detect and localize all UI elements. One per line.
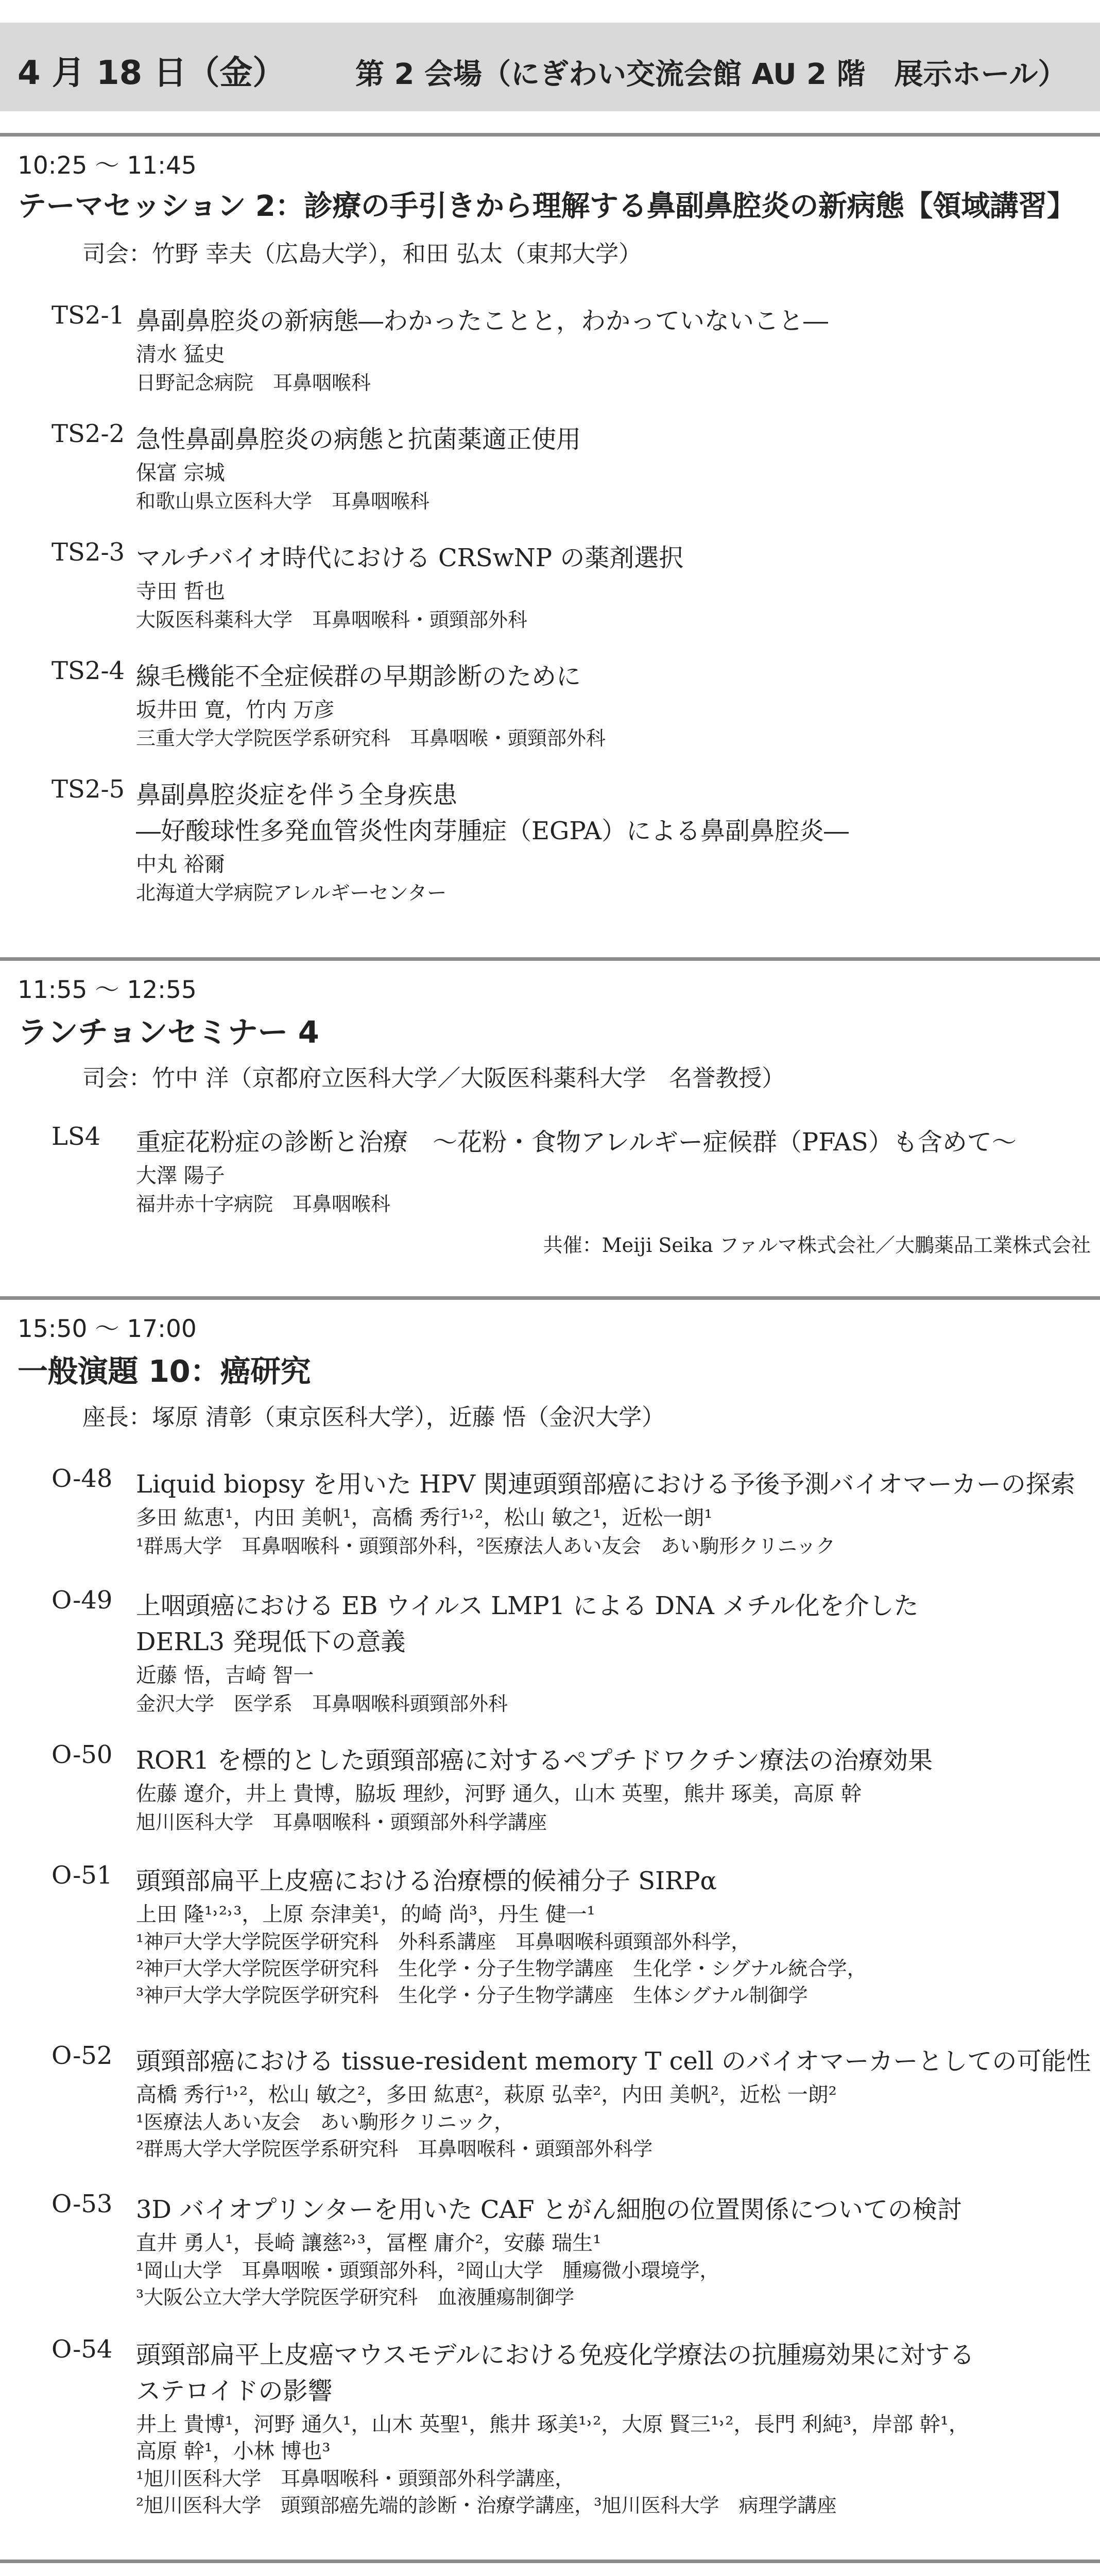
presentation-affiliation: 和歌山県立医科大学 耳鼻咽喉科 (136, 490, 430, 513)
presentation-authors: 井上 貴博¹，河野 通久¹，山木 英聖¹，熊井 琢美¹˒²，大原 賢三¹˒²，長門 利純³，岸部 幹¹， (136, 2413, 969, 2436)
presentation-title: 線毛機能不全症候群の早期診断のために (136, 662, 581, 691)
presentation-title: 重症花粉症の診断と治療 ～花粉・食物アレルギー症候群（PFAS）も含めて～ (136, 1128, 1017, 1157)
presentation-authors: 中丸 裕爾 (136, 853, 225, 876)
presentation-affiliation: 北海道大学病院アレルギーセンター (136, 882, 447, 904)
presentation-subtitle: ―好酸球性多発血管炎性肉芽腫症（EGPA）による鼻副鼻腔炎― (136, 817, 849, 845)
presentation-code: TS2-2 (51, 419, 125, 448)
presentation-title: 上咽頭癌における EB ウイルス LMP1 による DNA メチル化を介した (136, 1591, 919, 1620)
presentation-affiliation: ¹岡山大学 耳鼻咽喉・頭頸部外科，²岡山大学 腫瘍微小環境学， (136, 2259, 719, 2282)
presentation-affiliation: 旭川医科大学 耳鼻咽喉科・頭頸部外科学講座 (136, 1811, 547, 1834)
section-divider (0, 133, 1100, 137)
session-time: 15:50 ～ 17:00 (18, 1315, 197, 1343)
presentation-authors: 上田 隆¹˒²˒³，上原 奈津美¹，的崎 尚³，丹生 健一¹ (136, 1903, 595, 1926)
presentation-affiliation: ²神戸大学大学院医学研究科 生化学・分子生物学講座 生化学・シグナル統合学， (136, 1957, 867, 1980)
presentation-code: TS2-4 (51, 656, 125, 685)
session-title: ランチョンセミナー 4 (18, 1014, 319, 1050)
presentation-title: マルチバイオ時代における CRSwNP の薬剤選択 (136, 544, 684, 572)
presentation-subtitle: ステロイドの影響 (136, 2377, 333, 2405)
session-chair: 司会：竹野 幸夫（広島大学），和田 弘太（東邦大学） (82, 240, 642, 267)
presentation-affiliation: 福井赤十字病院 耳鼻咽喉科 (136, 1193, 391, 1215)
presentation-title: 頭頸部扁平上皮癌マウスモデルにおける免疫化学療法の抗腫瘍効果に対する (136, 2341, 975, 2369)
presentation-affiliation: 大阪医科薬科大学 耳鼻咽喉科・頭頸部外科 (136, 608, 528, 631)
presentation-code: O-54 (51, 2335, 113, 2364)
presentation-affiliation: ³神戸大学大学院医学研究科 生化学・分子生物学講座 生体シグナル制御学 (136, 1984, 808, 2007)
presentation-authors: 大澤 陽子 (136, 1164, 225, 1188)
venue-label: 第 2 会場（にぎわい交流会館 AU 2 階 展示ホール） (355, 58, 1067, 91)
presentation-affiliation: ¹神戸大学大学院医学研究科 外科系講座 耳鼻咽喉科頭頸部外科学， (136, 1930, 751, 1953)
presentation-title: 鼻副鼻腔炎の新病態―わかったことと，わかっていないこと― (136, 307, 829, 335)
presentation-code: TS2-1 (51, 301, 125, 330)
session-title: 一般演題 10：癌研究 (18, 1353, 311, 1389)
presentation-code: O-48 (51, 1464, 113, 1493)
presentation-title: 頭頸部扁平上皮癌における治療標的候補分子 SIRPα (136, 1867, 717, 1895)
session-time: 11:55 ～ 12:55 (18, 976, 197, 1004)
section-divider (0, 1296, 1100, 1300)
presentation-title: Liquid biopsy を用いた HPV 関連頭頸部癌における予後予測バイオマーカーの探索 (136, 1470, 1075, 1499)
presentation-code: O-51 (51, 1861, 113, 1890)
presentation-authors: 高橋 秀行¹˒²，松山 敏之²，多田 紘恵²，萩原 弘幸²，内田 美帆²，近松 一朗² (136, 2083, 837, 2107)
presentation-code: TS2-3 (51, 538, 125, 567)
presentation-title: 鼻副鼻腔炎症を伴う全身疾患 (136, 781, 458, 809)
presentation-affiliation: ¹群馬大学 耳鼻咽喉科・頭頸部外科，²医療法人あい友会 あい駒形クリニック (136, 1535, 836, 1557)
section-divider (0, 957, 1100, 961)
presentation-title: 3D バイオプリンターを用いた CAF とがん細胞の位置関係についての検討 (136, 2195, 962, 2224)
presentation-authors: 清水 猛史 (136, 343, 225, 366)
presentation-title: 急性鼻副鼻腔炎の病態と抗菌薬適正使用 (136, 425, 581, 454)
presentation-affiliation: 日野記念病院 耳鼻咽喉科 (136, 371, 371, 394)
presentation-affiliation: 金沢大学 医学系 耳鼻咽喉科頭頸部外科 (136, 1692, 508, 1715)
section-divider (0, 2560, 1100, 2563)
presentation-authors: 多田 紘恵¹，内田 美帆¹，高橋 秀行¹˒²，松山 敏之¹，近松一朗¹ (136, 1506, 713, 1530)
presentation-title: ROR1 を標的とした頭頸部癌に対するペプチドワクチン療法の治療効果 (136, 1746, 933, 1775)
presentation-authors: 佐藤 遼介，井上 貴博，脇坂 理紗，河野 通久，山木 英聖，熊井 琢美，高原 幹 (136, 1782, 862, 1806)
presentation-authors: 寺田 哲也 (136, 580, 225, 603)
presentation-code: TS2-5 (51, 775, 125, 804)
session-time (18, 2573, 197, 2576)
presentation-affiliation: ²旭川医科大学 頭頸部癌先端的診断・治療学講座，³旭川医科大学 病理学講座 (136, 2494, 837, 2517)
presentation-authors: 高原 幹¹，小林 博也³ (136, 2439, 331, 2463)
presentation-subtitle: DERL3 発現低下の意義 (136, 1628, 406, 1656)
presentation-authors: 坂井田 寛，竹内 万彦 (136, 698, 335, 722)
presentation-affiliation: 三重大学大学院医学系研究科 耳鼻咽喉・頭頸部外科 (136, 727, 606, 750)
presentation-code: LS4 (51, 1122, 101, 1151)
date-label: 4 月 18 日（金） (18, 54, 286, 92)
sponsor-note: 共催：Meiji Seika ファルマ株式会社／大鵬薬品工業株式会社 (543, 1234, 1091, 1257)
session-chair: 司会：竹中 洋（京都府立医科大学／大阪医科薬科大学 名誉教授） (82, 1064, 785, 1092)
presentation-authors: 近藤 悟，吉崎 智一 (136, 1664, 314, 1687)
presentation-affiliation: ²群馬大学大学院医学系研究科 耳鼻咽喉科・頭頸部外科学 (136, 2138, 653, 2160)
presentation-affiliation: ¹旭川医科大学 耳鼻咽喉科・頭頸部外科学講座， (136, 2467, 575, 2490)
presentation-authors: 直井 勇人¹，長崎 讓慈²˒³，冨樫 庸介²，安藤 瑞生¹ (136, 2231, 601, 2255)
session-title: テーマセッション 2：診療の手引きから理解する鼻副鼻腔炎の新病態【領域講習】 (18, 190, 1076, 223)
session-chair: 座長：塚原 清彰（東京医科大学），近藤 悟（金沢大学） (82, 1403, 665, 1431)
presentation-authors: 保富 宗城 (136, 461, 225, 485)
presentation-code: O-49 (51, 1586, 113, 1615)
presentation-code: O-52 (51, 2041, 113, 2070)
presentation-affiliation: ³大阪公立大学大学院医学研究科 血液腫瘍制御学 (136, 2286, 575, 2309)
presentation-affiliation: ¹医療法人あい友会 あい駒形クリニック， (136, 2111, 514, 2133)
date-header (0, 23, 1100, 111)
presentation-title: 頭頸部癌における tissue-resident memory T cell のバイオマーカーとしての可能性 (136, 2047, 1091, 2076)
session-time: 10:25 ～ 11:45 (18, 151, 197, 180)
presentation-code: O-50 (51, 1740, 113, 1769)
presentation-code: O-53 (51, 2190, 113, 2218)
